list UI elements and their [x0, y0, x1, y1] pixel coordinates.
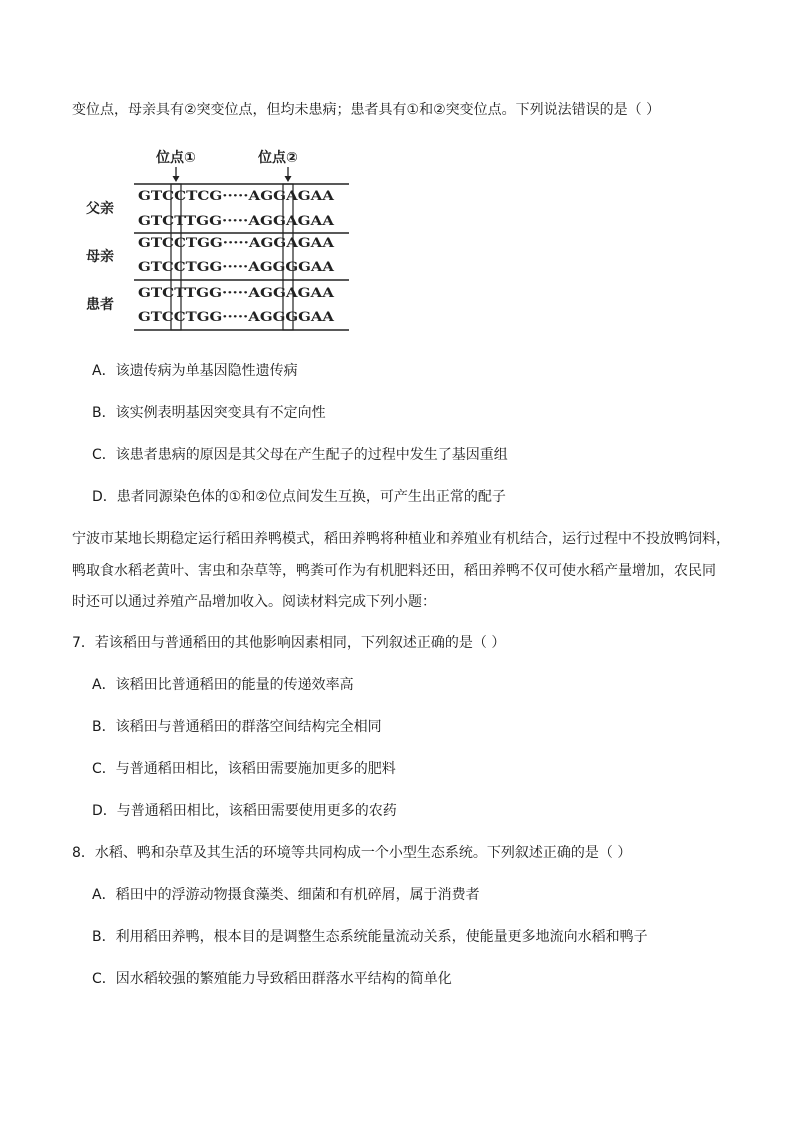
q8-option-c: C．因水稻较强的繁殖能力导致稻田群落水平结构的简单化: [92, 971, 452, 987]
q8-option-a: A．稻田中的浮游动物摄食藻类、细菌和有机碎屑，属于消费者: [92, 887, 480, 903]
seq-mother-2: GTCCTGG·····AGGGGAA: [138, 260, 336, 275]
passage-line-3: 时还可以通过养殖产品增加收入。阅读材料完成下列小题：: [72, 594, 436, 610]
passage-line-1: 宁波市某地长期稳定运行稻田养鸭模式，稻田养鸭将种植业和养殖业有机结合，运行过程中不投放鸭饲料，: [72, 531, 730, 547]
q7-option-a: A．该稻田比普通稻田的能量的传递效率高: [92, 677, 354, 693]
question-8-stem: 8．水稻、鸭和杂草及其生活的环境等共同构成一个小型生态系统。下列叙述正确的是（ ）: [72, 845, 632, 861]
q6-option-a: A．该遗传病为单基因隐性遗传病: [92, 363, 298, 379]
question-6-stem: 变位点，母亲具有②突变位点，但均未患病；患者具有①和②突变位点。下列说法错误的是（ ）: [72, 102, 661, 118]
row-label-father: 父亲: [86, 201, 114, 217]
site-1-column: [171, 184, 181, 330]
row-label-mother: 母亲: [86, 249, 114, 265]
seq-father-1: GTCCTCG·····AGGAGAA: [138, 189, 336, 204]
site-2-arrowhead: [285, 176, 292, 182]
q6-option-c: C．该患者患病的原因是其父母在产生配子的过程中发生了基因重组: [92, 447, 508, 463]
seq-patient-2: GTCCTGG·····AGGGGAA: [138, 310, 336, 325]
q7-option-c: C．与普通稻田相比，该稻田需要施加更多的肥料: [92, 761, 396, 777]
passage-line-2: 鸭取食水稻老黄叶、害虫和杂草等，鸭粪可作为有机肥料还田，稻田养鸭不仅可使水稻产量增加，农民同: [72, 563, 716, 579]
site-2-label: 位点②: [258, 150, 298, 166]
site-1-label: 位点①: [156, 150, 196, 166]
site-1-arrowhead: [173, 176, 180, 182]
q8-option-b: B．利用稻田养鸭，根本目的是调整生态系统能量流动关系，使能量更多地流向水稻和鸭子: [92, 929, 648, 945]
q6-option-d: D．患者同源染色体的①和②位点间发生互换，可产生出正常的配子: [92, 489, 506, 505]
seq-father-2: GTCTTGG·····AGGAGAA: [138, 214, 336, 229]
seq-patient-1: GTCTTGG·····AGGAGAA: [138, 286, 336, 301]
question-7-stem: 7．若该稻田与普通稻田的其他影响因素相同，下列叙述正确的是（ ）: [72, 635, 506, 651]
dna-sequence-figure: [84, 147, 354, 341]
sequence-diagram: [84, 147, 354, 337]
q7-option-d: D．与普通稻田相比，该稻田需要使用更多的农药: [92, 803, 397, 819]
row-label-patient: 患者: [86, 297, 114, 313]
site-2-column: [283, 184, 293, 330]
q7-option-b: B．该稻田与普通稻田的群落空间结构完全相同: [92, 719, 382, 735]
q6-option-b: B．该实例表明基因突变具有不定向性: [92, 405, 326, 421]
seq-mother-1: GTCCTGG·····AGGAGAA: [138, 236, 336, 251]
